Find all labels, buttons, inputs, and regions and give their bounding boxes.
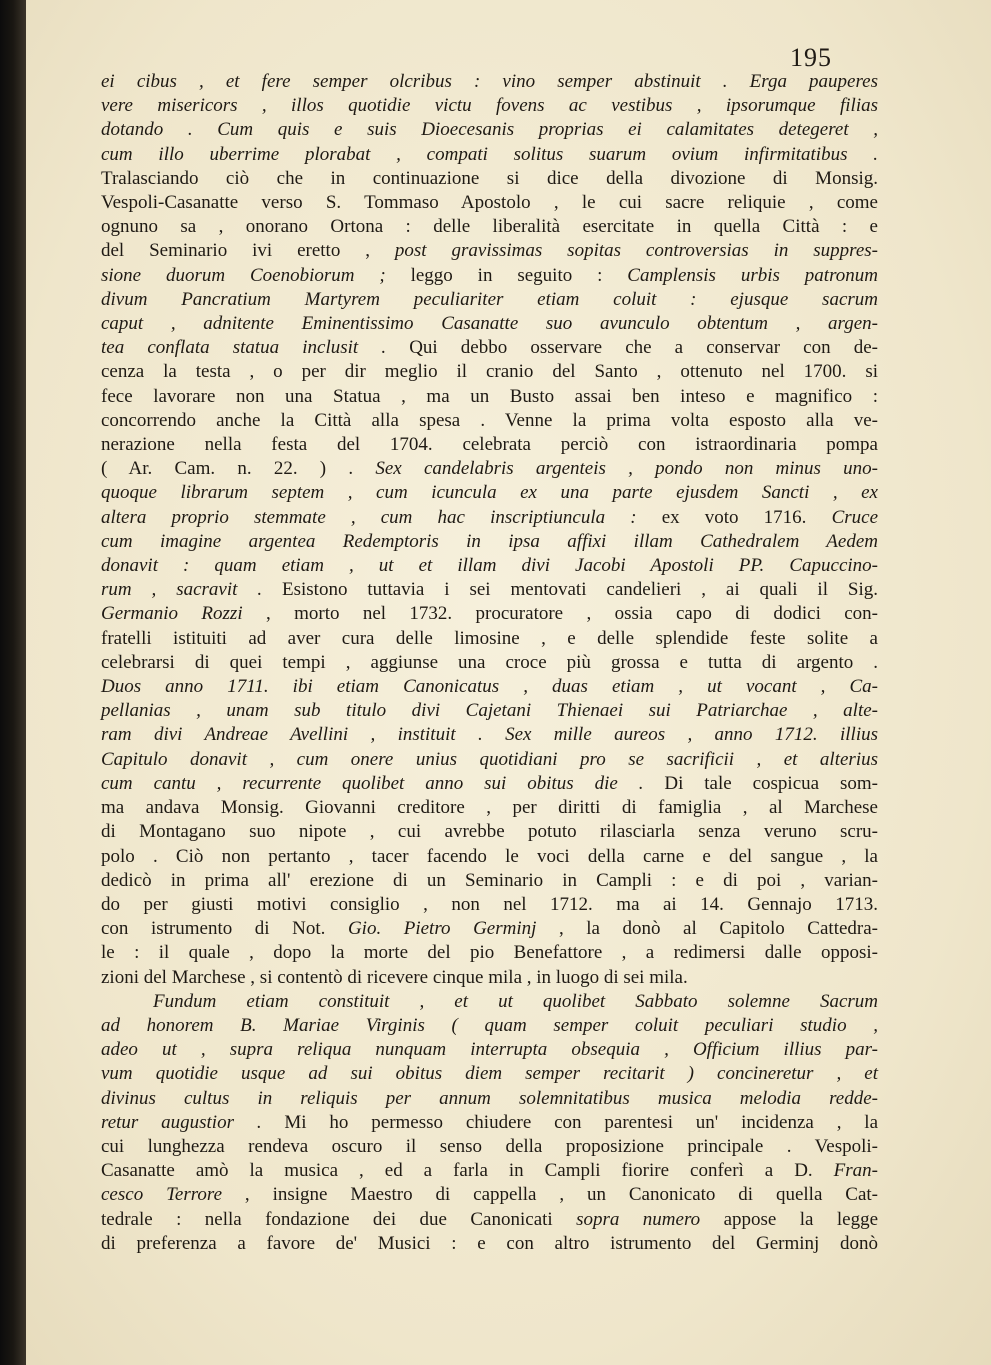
roman-text: ( Ar. Cam. n. 22. ) . (101, 458, 376, 480)
binding-gutter (0, 0, 26, 1365)
text-line (101, 941, 878, 965)
text-line (101, 772, 878, 796)
text-line (101, 699, 878, 723)
italic-text: Camplensis urbis patronum (627, 264, 878, 286)
text-line (101, 675, 878, 699)
text-line (101, 191, 878, 215)
text-line (101, 457, 878, 481)
italic-text: Cruce (831, 506, 878, 528)
roman-text: polo . Ciò non pertanto , tacer facendo le voci della carne e del sangue , la (101, 845, 878, 867)
text-line (101, 288, 878, 312)
text-line (101, 1232, 878, 1256)
roman-text: concorrendo anche la Città alla spesa . Venne la prima volta esposto alla ve- (101, 409, 878, 431)
text-line (101, 966, 878, 990)
italic-text: vere misericors , illos quotidie victu fovens ac vestibus , ipsorumque filias (101, 95, 878, 117)
roman-text: Mi ho permesso chiudere con parentesi un' incidenza , la (261, 1111, 879, 1133)
text-line (101, 143, 878, 167)
italic-text: donavit : quam etiam , ut et illam divi Jacobi Apostoli PP. Capuccino- (101, 555, 878, 577)
text-line (101, 481, 878, 505)
text-line (101, 94, 878, 118)
italic-text: Germanio Rozzi (101, 603, 243, 625)
text-line (101, 1208, 878, 1232)
text-line (101, 820, 878, 844)
roman-text: Qui debbo osservare che a conservar con de- (386, 337, 878, 359)
italic-text: sione duorum Coenobiorum ; (101, 264, 386, 286)
text-line (101, 239, 878, 263)
text-line (101, 433, 878, 457)
roman-text: cui lunghezza rendeva oscuro il senso della proposizione principale . Vespoli- (101, 1135, 878, 1157)
roman-text: Di tale cospicua som- (643, 772, 878, 794)
text-line (101, 748, 878, 772)
roman-text: , insigne Maestro di cappella , un Canonicato di quella Cat- (222, 1184, 878, 1206)
text-line (101, 1111, 878, 1135)
text-line (101, 602, 878, 626)
roman-text: di Montagano suo nipote , cui avrebbe potuto rilasciarla senza veruno scru- (101, 821, 878, 843)
roman-text: , morto nel 1732. procuratore , ossia capo di dodici con- (242, 603, 878, 625)
italic-text: ram divi Andreae Avellini , instituit . Sex mille aureos , anno 1712. illius (101, 724, 878, 746)
text-line (101, 385, 878, 409)
roman-text: del Seminario ivi eretto , (101, 240, 395, 262)
italic-text: cum imagine argentea Redemptoris in ipsa affixi illam Cathedralem Aedem (101, 530, 878, 552)
roman-text: le : il quale , dopo la morte del pio Benefattore , a redimersi dalle opposi- (101, 942, 878, 964)
italic-text: cesco Terrore (101, 1184, 223, 1206)
italic-text: pellanias , unam sub titulo divi Cajetani Thienaei sui Patriarchae , alte- (101, 700, 878, 722)
text-line (101, 869, 878, 893)
text-line (101, 118, 878, 142)
italic-text: Gio. Pietro Germinj (347, 918, 537, 940)
text-line (101, 70, 878, 94)
italic-text: tea conflata statua inclusit . (101, 337, 387, 359)
roman-text: , la donò al Capitolo Cattedra- (536, 918, 878, 940)
text-line (101, 360, 878, 384)
roman-text: cenza la testa , o per dir meglio il cranio del Santo , ottenuto nel 1700. si (101, 361, 878, 383)
italic-text: Fran- (833, 1160, 878, 1182)
italic-text: dotando . Cum quis e suis Dioecesanis proprias ei calamitates detegeret , (101, 119, 878, 141)
italic-text: Capitulo donavit , cum onere unius quotidiani pro se sacrificii , et alterius (101, 748, 878, 770)
roman-text: celebrarsi di quei tempi , aggiunse una croce più grossa e tutta di argento . (101, 651, 878, 673)
text-line (101, 336, 878, 360)
roman-text: Esistono tuttavia i sei mentovati candelieri , ai quali il Sig. (262, 579, 878, 601)
italic-text: altera proprio stemmate , cum hac inscriptiuncula : (101, 506, 637, 528)
text-line (101, 1062, 878, 1086)
roman-text: zioni del Marchese , si contentò di ricevere cinque mila , in luogo di sei mila. (101, 966, 688, 988)
text-line (101, 264, 878, 288)
italic-text: retur augustior . (101, 1111, 262, 1133)
italic-text: vum quotidie usque ad sui obitus diem semper recitarit ) concineretur , et (101, 1063, 878, 1085)
text-line (101, 1159, 878, 1183)
italic-text: ad honorem B. Mariae Virginis ( quam semper coluit peculiari studio , (101, 1014, 878, 1036)
roman-text: Vespoli-Casanatte verso S. Tommaso Apostolo , le cui sacre reliquie , come (101, 192, 878, 214)
text-line (101, 1135, 878, 1159)
roman-text: di preferenza a favore de' Musici : e con altro istrumento del Germinj donò (101, 1232, 878, 1254)
text-line (101, 1183, 878, 1207)
text-line (101, 167, 878, 191)
page-number: 195 (790, 43, 832, 72)
italic-text: divum Pancratium Martyrem peculiariter etiam coluit : ejusque sacrum (101, 288, 878, 310)
text-line (101, 312, 878, 336)
roman-text: ognuno sa , onorano Ortona : delle liberalità esercitate in quella Città : e (101, 216, 878, 238)
italic-text: adeo ut , supra reliqua nunquam interrupta obsequia , Officium illius par- (101, 1039, 878, 1061)
text-line (101, 723, 878, 747)
italic-text: post gravissimas sopitas controversias in suppres- (394, 240, 878, 262)
italic-text: Fundum etiam constituit , et ut quolibet Sabbato solemne Sacrum (153, 990, 878, 1012)
roman-text: fece lavorare non una Statua , ma un Busto assai ben inteso e magnifico : (101, 385, 878, 407)
roman-text: ex voto 1716. (636, 506, 832, 528)
roman-text: Tralasciando ciò che in continuazione si dice della divozione di Monsig. (101, 167, 878, 189)
text-line (101, 409, 878, 433)
text-line (101, 1038, 878, 1062)
body-text (101, 70, 878, 1256)
text-line (101, 578, 878, 602)
text-line (101, 554, 878, 578)
italic-text: Duos anno 1711. ibi etiam Canonicatus , duas etiam , ut vocant , Ca- (101, 676, 878, 698)
text-line (101, 893, 878, 917)
roman-text: nerazione nella festa del 1704. celebrata perciò con istraordinaria pompa (101, 434, 878, 456)
text-line (101, 1014, 878, 1038)
text-line (101, 215, 878, 239)
text-line (101, 796, 878, 820)
roman-text: fratelli istituiti ad aver cura delle limosine , e delle splendide feste solite a (101, 627, 878, 649)
italic-text: cum illo uberrime plorabat , compati solitus suarum ovium infirmitatibus . (101, 143, 878, 165)
roman-text: tedrale : nella fondazione dei due Canonicati (101, 1208, 577, 1230)
roman-text: con istrumento di Not. (101, 918, 348, 940)
text-line (101, 845, 878, 869)
italic-text: ei cibus , et fere semper olcribus : vino semper abstinuit . Erga pauperes (101, 71, 878, 92)
text-line (101, 627, 878, 651)
roman-text: appose la legge (700, 1208, 878, 1230)
text-line (101, 990, 878, 1014)
italic-text: caput , adnitente Eminentissimo Casanatte suo avunculo obtentum , argen- (101, 313, 878, 335)
text-line (101, 651, 878, 675)
roman-text: Casanatte amò la musica , ed a farla in Campli fiorire conferì a D. (101, 1160, 834, 1182)
italic-text: Sex candelabris argenteis , pondo non minus uno- (375, 458, 878, 480)
text-line (101, 1087, 878, 1111)
italic-text: divinus cultus in reliquis per annum solemnitatibus musica melodia redde- (101, 1087, 878, 1109)
roman-text: leggo in seguito : (385, 264, 628, 286)
text-line (101, 506, 878, 530)
italic-text: cum cantu , recurrente quolibet anno sui obitus die . (101, 772, 644, 794)
roman-text: do per giusti motivi consiglio , non nel 1712. ma ai 14. Gennajo 1713. (101, 893, 878, 915)
italic-text: rum , sacravit . (101, 579, 263, 601)
italic-text: sopra numero (576, 1208, 701, 1230)
roman-text: dedicò in prima all' erezione di un Seminario in Campli : e di poi , varian- (101, 869, 878, 891)
text-line (101, 917, 878, 941)
roman-text: ma andava Monsig. Giovanni creditore , per diritti di famiglia , al Marchese (101, 797, 878, 819)
text-line (101, 530, 878, 554)
italic-text: quoque librarum septem , cum icuncula ex una parte ejusdem Sancti , ex (101, 482, 878, 504)
